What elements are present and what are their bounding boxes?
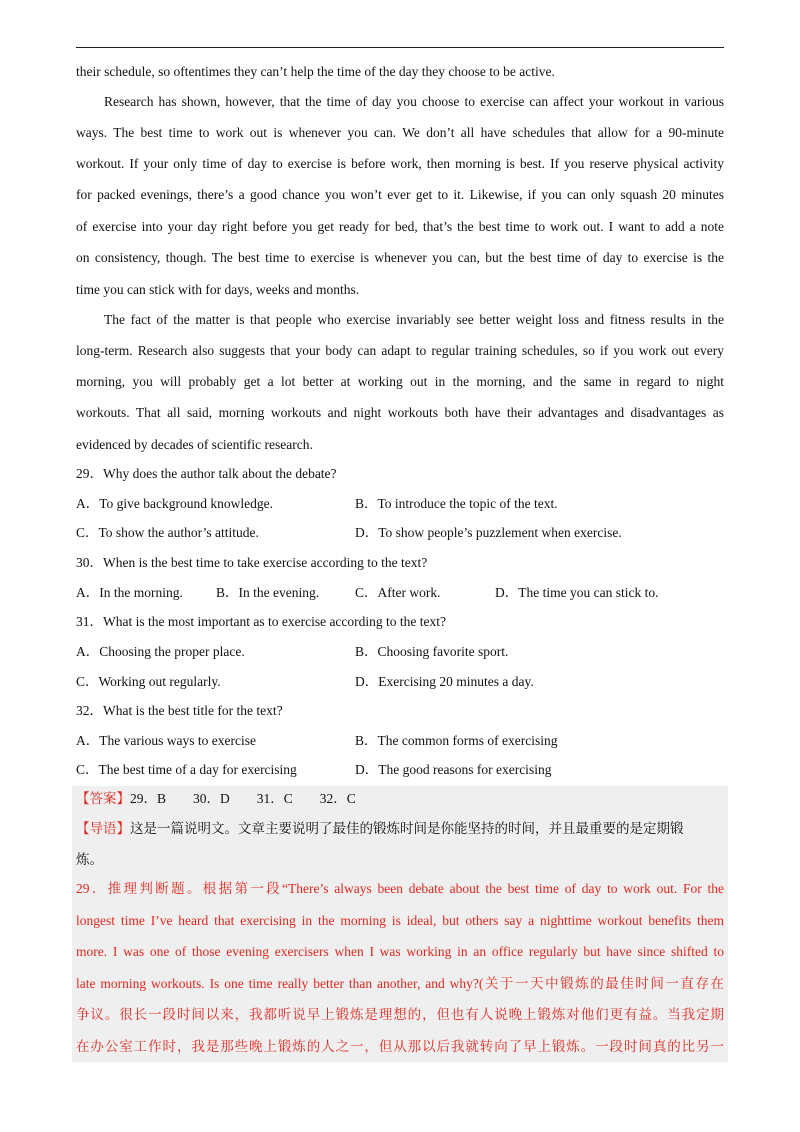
option-a: A．Choosing the proper place. [76,644,245,659]
option-c: C．The best time of a day for exercising [76,762,297,777]
passage-line: on consistency, though. The best time to exercise is whenever you can, but the best time of day to exercise is the [76,250,724,265]
question-stem: 30．When is the best time to take exercise according to the text? [76,555,428,570]
guide-line: 炼。 [76,852,103,867]
passage-line: for packed evenings, there’s a good chance you won’t ever get to it. Likewise, if you can only squash 20 minutes [76,187,724,202]
passage-line: their schedule, so oftentimes they can’t help the time of the day they choose to be active. [76,64,555,79]
option-d: D．Exercising 20 minutes a day. [355,674,534,689]
option-b: B．In the evening. [216,585,320,600]
option-b: B．To introduce the topic of the text. [355,496,558,511]
option-b: B．Choosing favorite sport. [355,644,509,659]
answer-label: 【答案】 [76,791,130,806]
question-stem: 31．What is the most important as to exercise according to the text? [76,614,447,629]
option-a: A．In the morning. [76,585,183,600]
question-stem: 32．What is the best title for the text? [76,703,283,718]
passage-line: time you can stick with for days, weeks and months. [76,282,360,297]
option-d: D．To show people’s puzzlement when exercise. [355,525,622,540]
option-a: A．The various ways to exercise [76,733,256,748]
explanation-line: 争议。很长一段时间以来，我都听说早上锻炼是理想的，但也有人说晚上锻炼对他们更有益。当我定期 [76,1007,724,1022]
explanation-line: more. I was one of those evening exercisers when I was working in an office regularly but have since shifted to [76,944,724,959]
answer-values: 29．B 30．D 31．C 32．C [130,791,356,806]
option-c: C．To show the author’s attitude. [76,525,259,540]
explanation-line: longest time I’ve heard that exercising in the morning is ideal, but others say a nighttime workout benefits them [76,913,724,928]
passage-line: evidenced by decades of scientific research. [76,437,313,452]
passage-line: of exercise into your day right before you get ready for bed, that’s the best time to work out. I want to add a note [76,219,724,234]
explanation-line: 在办公室工作时，我是那些晚上锻炼的人之一，但从那以后我就转向了早上锻炼。一段时间真的比另一 [76,1039,724,1054]
option-d: D．The good reasons for exercising [355,762,552,777]
guide-line [76,820,724,838]
guide-label: 【导语】 [76,821,130,836]
passage-line: The fact of the matter is that people who exercise invariably see better weight loss and fitness results in the [104,312,724,327]
passage-line: workout. If your only time of day to exercise is before work, then morning is best. If you reserve physical activity [76,156,724,171]
answer-line [76,790,724,808]
passage-line: workouts. That all said, morning workouts and night workouts both have their advantages and disadvantages as [76,405,724,420]
option-a: A．To give background knowledge. [76,496,274,511]
option-c: C．Working out regularly. [76,674,221,689]
option-c: C．After work. [355,585,441,600]
passage-line: long-term. Research also suggests that your body can adapt to regular training schedules, so if you work out every [76,343,724,358]
question-stem: 29．Why does the author talk about the debate? [76,466,337,481]
option-b: B．The common forms of exercising [355,733,558,748]
option-d: D．The time you can stick to. [495,585,659,600]
passage-line: ways. The best time to work out is whenever you can. We don’t all have schedules that allow for a 90-minute [76,125,724,140]
guide-text: 这是一篇说明文。文章主要说明了最佳的锻炼时间是你能坚持的时间，并且最重要的是定期锻 [130,821,684,836]
explanation-line: 29．推理判断题。根据第一段“There’s always been debate about the best time of day to work out. For the [76,881,724,896]
passage-line: morning, you will probably get a lot better at working out in the morning, and the same in regard to night [76,374,724,389]
explanation-line: late morning workouts. Is one time really better than another, and why?(关于一天中锻炼的最佳时间一直存在 [76,976,724,991]
passage-line: Research has shown, however, that the time of day you choose to exercise can affect your workout in various [104,94,724,109]
header-rule [76,47,724,48]
